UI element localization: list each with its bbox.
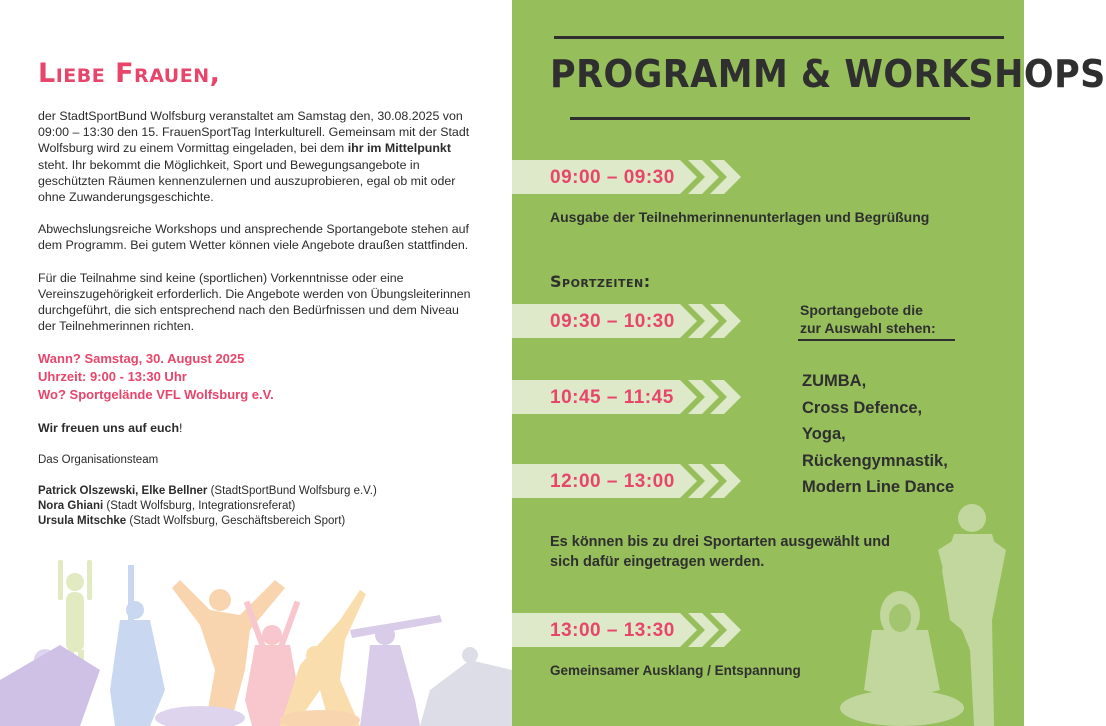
offer-heading-underline (798, 339, 955, 341)
time-slot-5 (512, 613, 752, 647)
team-label: Das Organisationsteam (38, 453, 159, 466)
sport-item: Yoga, (802, 425, 846, 443)
time-slot-3-label: 10:45 – 11:45 (550, 387, 674, 408)
title-underline (570, 117, 970, 120)
time-slot-4 (512, 464, 752, 498)
intro-text-b: steht. Ihr bekommt die Möglichkeit, Sport und Bewegungsangebote in geschützten Räumen kennenzulernen und auszuprobieren, egal ob mit oder ohne Zuwanderungsgeschichte. (38, 157, 456, 205)
closing-line (38, 420, 478, 436)
contact-names: Nora Ghiani (38, 499, 104, 512)
right-page (512, 0, 1106, 726)
time-slot-5-description: Gemeinsamer Ausklang / Entspannung (550, 663, 801, 678)
time-slot-3 (512, 380, 752, 414)
time-slot-1-description: Ausgabe der Teilnehmerinnenunterlagen und Begrüßung (550, 209, 930, 225)
event-info (38, 350, 478, 404)
sport-item: ZUMBA, (802, 372, 867, 390)
contact-names: Patrick Olszewski, Elke Bellner (38, 484, 208, 497)
time-slot-2-label: 09:30 – 10:30 (550, 311, 675, 332)
selection-note-line-2: sich dafür eingetragen werden. (550, 554, 765, 570)
sports-list (802, 368, 954, 501)
yoga-silhouettes-illustration (0, 560, 512, 726)
sport-item: Cross Defence, (802, 398, 923, 417)
event-where: Wo? Sportgelände VFL Wolfsburg e.V. (38, 387, 274, 403)
time-slot-2 (512, 304, 752, 338)
time-slot-1 (512, 160, 752, 194)
contact-org: (StadtSportBund Wolfsburg e.V.) (207, 484, 377, 497)
contact-names: Ursula Mitschke (38, 514, 127, 527)
greeting-title: Liebe Frauen, (38, 58, 221, 89)
contact-line (38, 484, 478, 499)
event-time: Uhrzeit: 9:00 - 13:30 Uhr (38, 369, 187, 385)
sportzeiten-heading: Sportzeiten: (550, 272, 651, 291)
event-when: Wann? Samstag, 30. August 2025 (38, 351, 245, 367)
offer-heading-line-2: zur Auswahl stehen: (800, 320, 936, 336)
selection-note (550, 532, 890, 572)
meditation-silhouettes-illustration (842, 500, 1024, 726)
intro-bold: ihr im Mittelpunkt (347, 141, 451, 156)
time-slot-1-label: 09:00 – 09:30 (550, 167, 675, 188)
contact-org: (Stadt Wolfsburg, Geschäftsbereich Sport) (126, 514, 346, 527)
top-divider (554, 36, 1004, 39)
selection-note-line-1: Es können bis zu drei Sportarten ausgewählt und (550, 534, 890, 550)
closing-bold: Wir freuen uns auf euch (38, 421, 180, 436)
contacts-list (38, 484, 478, 529)
intro-paragraph (38, 108, 478, 205)
left-page (0, 0, 512, 726)
participation-paragraph: Für die Teilnahme sind keine (sportlichen) Vorkenntnisse oder eine Vereinszugehörigkeit erforderlich. Die Angebote werden von Übungsleiterinnen durchgeführt, die sich entsprechend nach den Bedürfnissen und dem Niveau der Teilnehmerinnen richten. (38, 270, 471, 334)
offer-heading (800, 301, 936, 337)
contact-line (38, 499, 478, 514)
intro-text-a: der StadtSportBund Wolfsburg veranstaltet am Samstag den, 30.08.2025 von 09:00 – 13:30 den 15. FrauenSportTag Interkulturell. Gemeinsam mit der Stadt Wolfsburg wird zu einem Vormittag eingeladen, bei dem (38, 109, 470, 156)
program-title: PROGRAMM & WORKSHOPS (550, 52, 1106, 96)
closing-end: ! (179, 421, 183, 436)
body-text (38, 108, 478, 529)
contact-line (38, 514, 478, 529)
contact-org: (Stadt Wolfsburg, Integrationsreferat) (103, 499, 296, 512)
offer-heading-line-1: Sportangebote die (800, 302, 923, 318)
time-slot-4-label: 12:00 – 13:00 (550, 471, 675, 492)
workshops-paragraph: Abwechslungsreiche Workshops und ansprechende Sportangebote stehen auf dem Programm. Bei gutem Wetter können viele Angebote draußen stattfinden. (38, 222, 469, 253)
sport-item: Modern Line Dance (802, 478, 955, 496)
sport-item: Rückengymnastik, (802, 451, 948, 470)
time-slot-5-label: 13:00 – 13:30 (550, 620, 675, 641)
